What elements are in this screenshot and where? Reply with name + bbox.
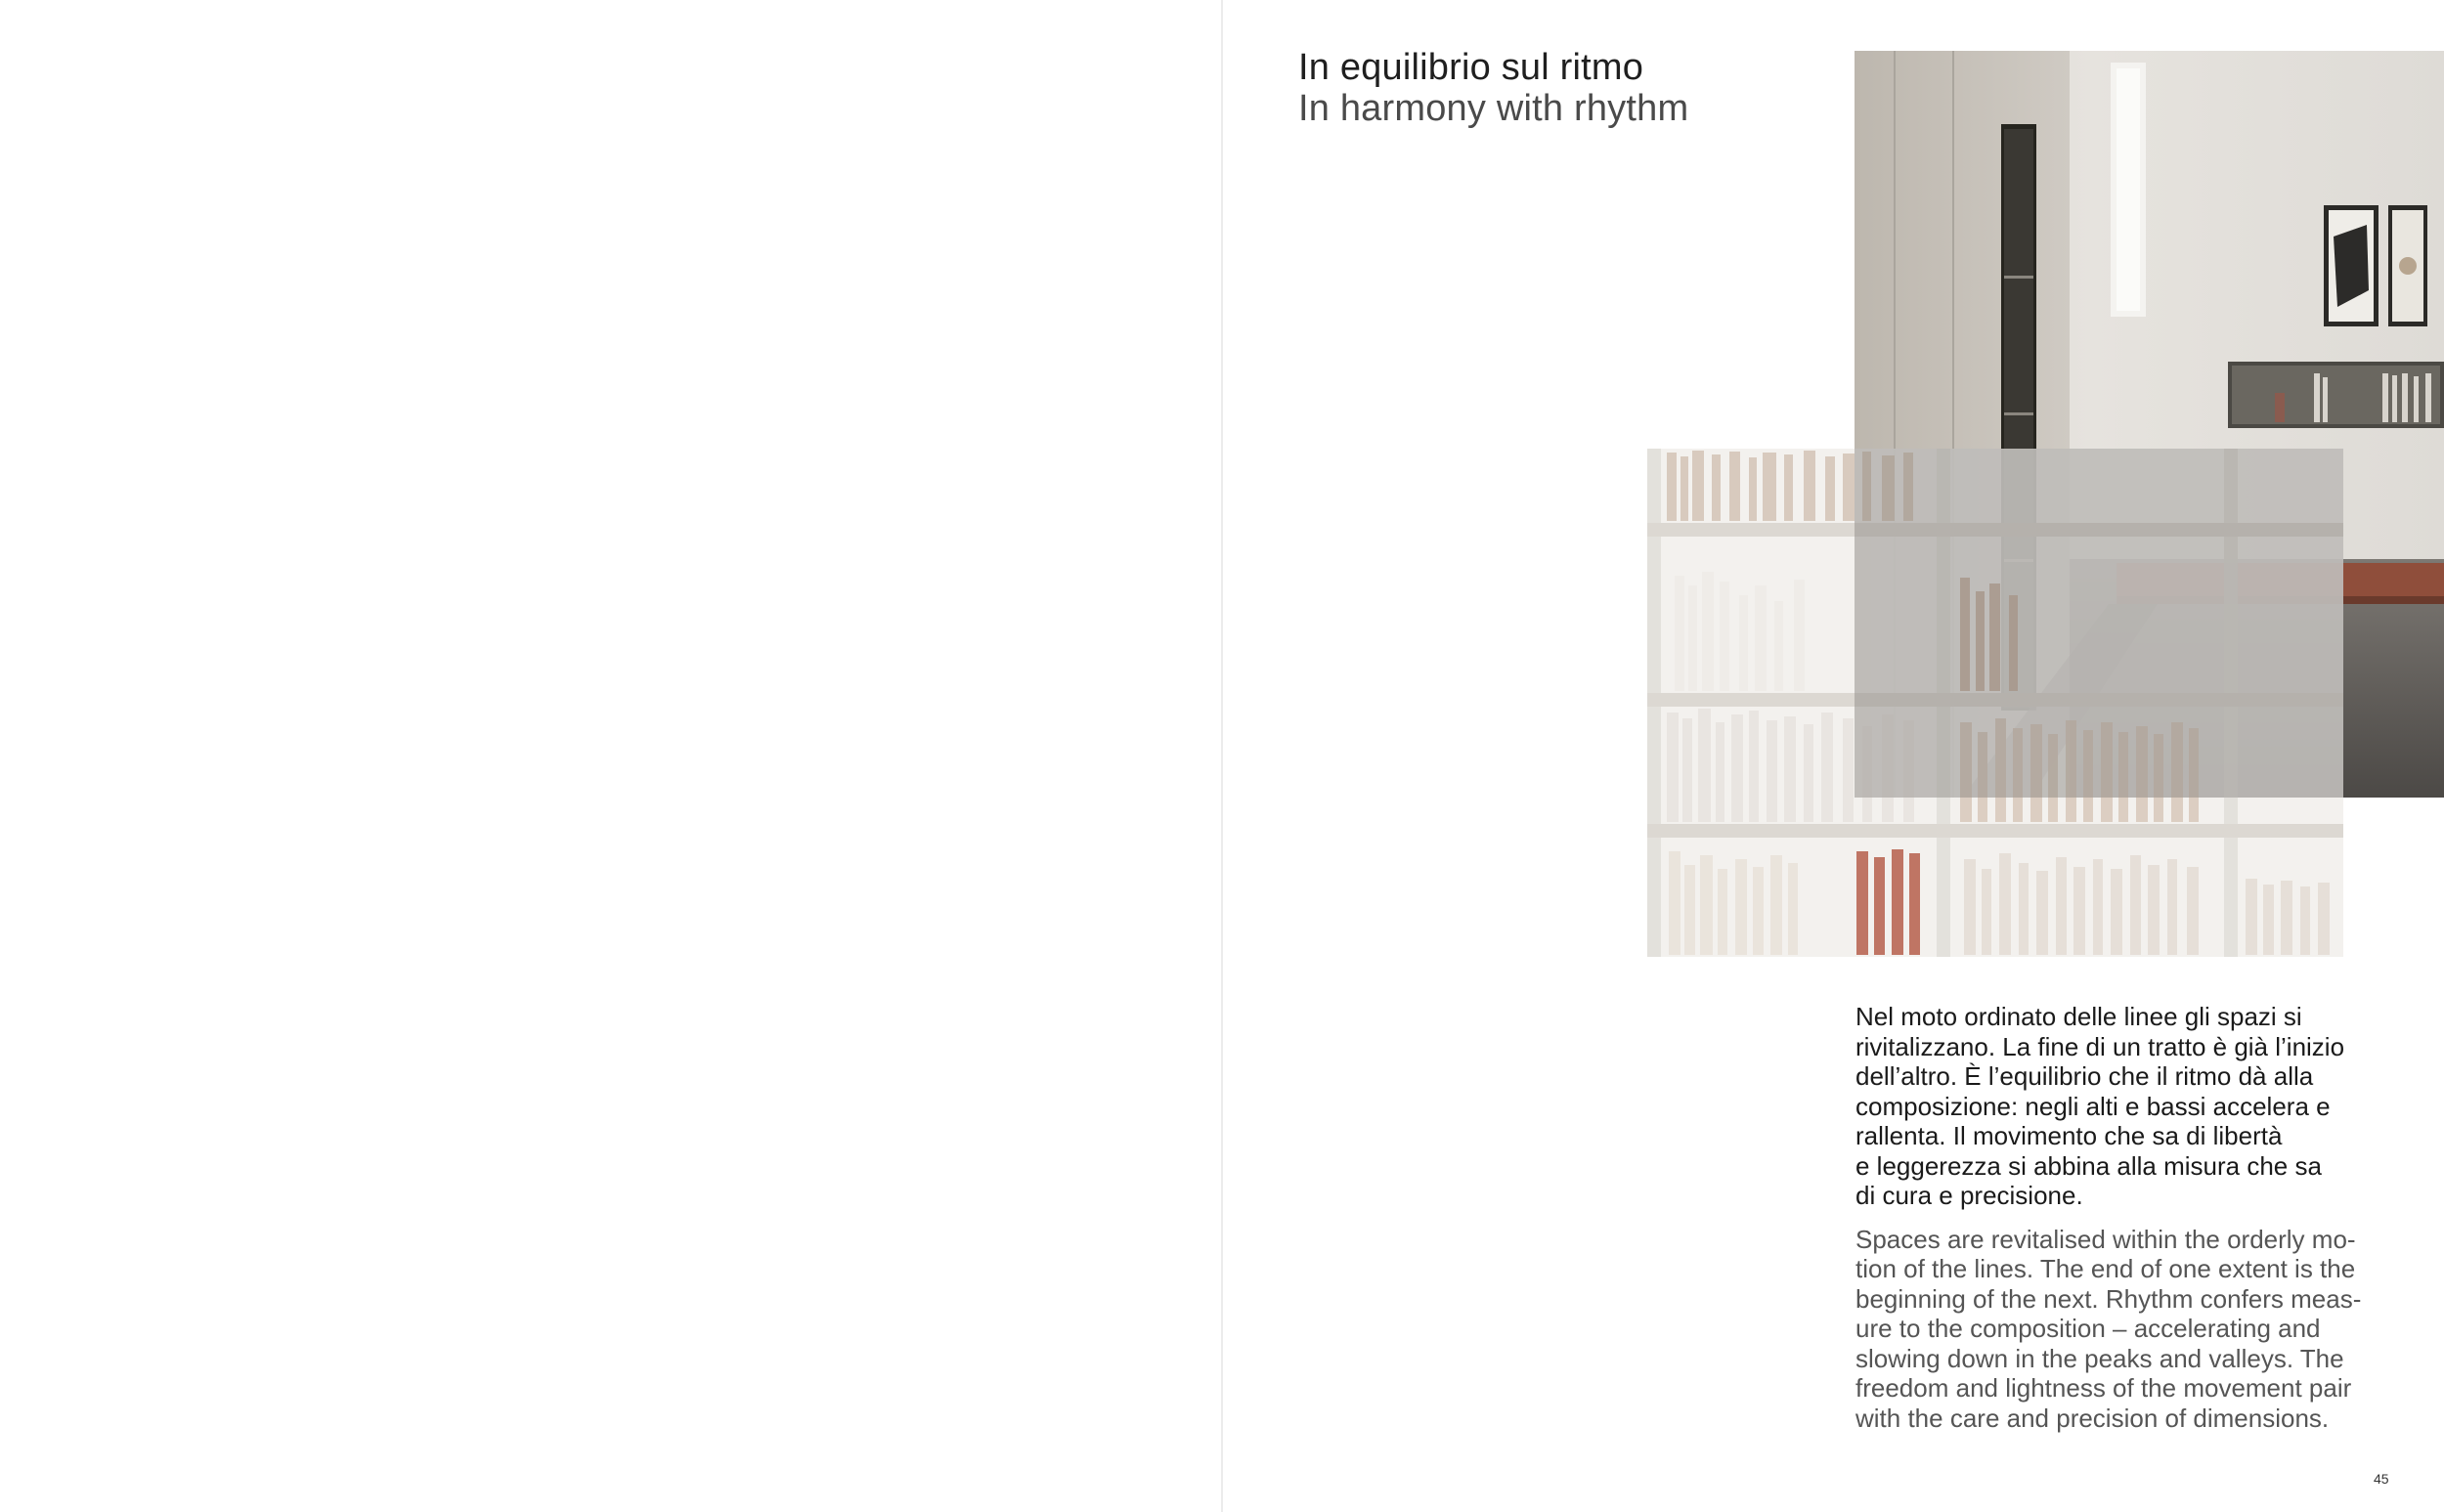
body-english-line: freedom and lightness of the movement pair [1855,1373,2352,1403]
body-english-line: beginning of the next. Rhythm confers meas- [1855,1283,2362,1314]
body-italian-line: Nel moto ordinato delle linee gli spazi si [1855,1002,2302,1031]
bookshelf-illustration [1647,449,2343,957]
body-english-line: slowing down in the peaks and valleys. The [1855,1343,2344,1373]
body-italian-line: dell’altro. È l’equilibrio che il ritmo dà alla [1855,1061,2314,1091]
heading-italian: In equilibrio sul ritmo [1298,47,1644,88]
body-text [1855,1002,2403,1433]
bookshelf-photo [1647,449,2343,957]
body-italian-line: composizione: negli alti e bassi accelera e [1855,1091,2331,1121]
page-heading [1298,47,1846,129]
body-italian-line: di cura e precisione. [1855,1181,2083,1210]
body-italian [1855,1002,2403,1211]
body-italian-line: rivitalizzano. La fine di un tratto è già l’inizio [1855,1031,2345,1061]
body-italian-line: rallenta. Il movimento che sa di libertà [1855,1121,2283,1150]
body-english-line: with the care and precision of dimensions. [1855,1403,2330,1433]
page-number: 45 [2374,1471,2389,1487]
heading-english: In harmony with rhythm [1298,88,1689,129]
body-english-line: ure to the composition – accelerating and [1855,1314,2321,1343]
left-page-blank [0,0,1221,1512]
body-english-line: tion of the lines. The end of one extent is the [1855,1254,2356,1283]
body-english [1855,1225,2403,1434]
body-italian-line: e leggerezza si abbina alla misura che sa [1855,1150,2322,1181]
body-english-line: Spaces are revitalised within the orderly mo- [1855,1224,2356,1254]
